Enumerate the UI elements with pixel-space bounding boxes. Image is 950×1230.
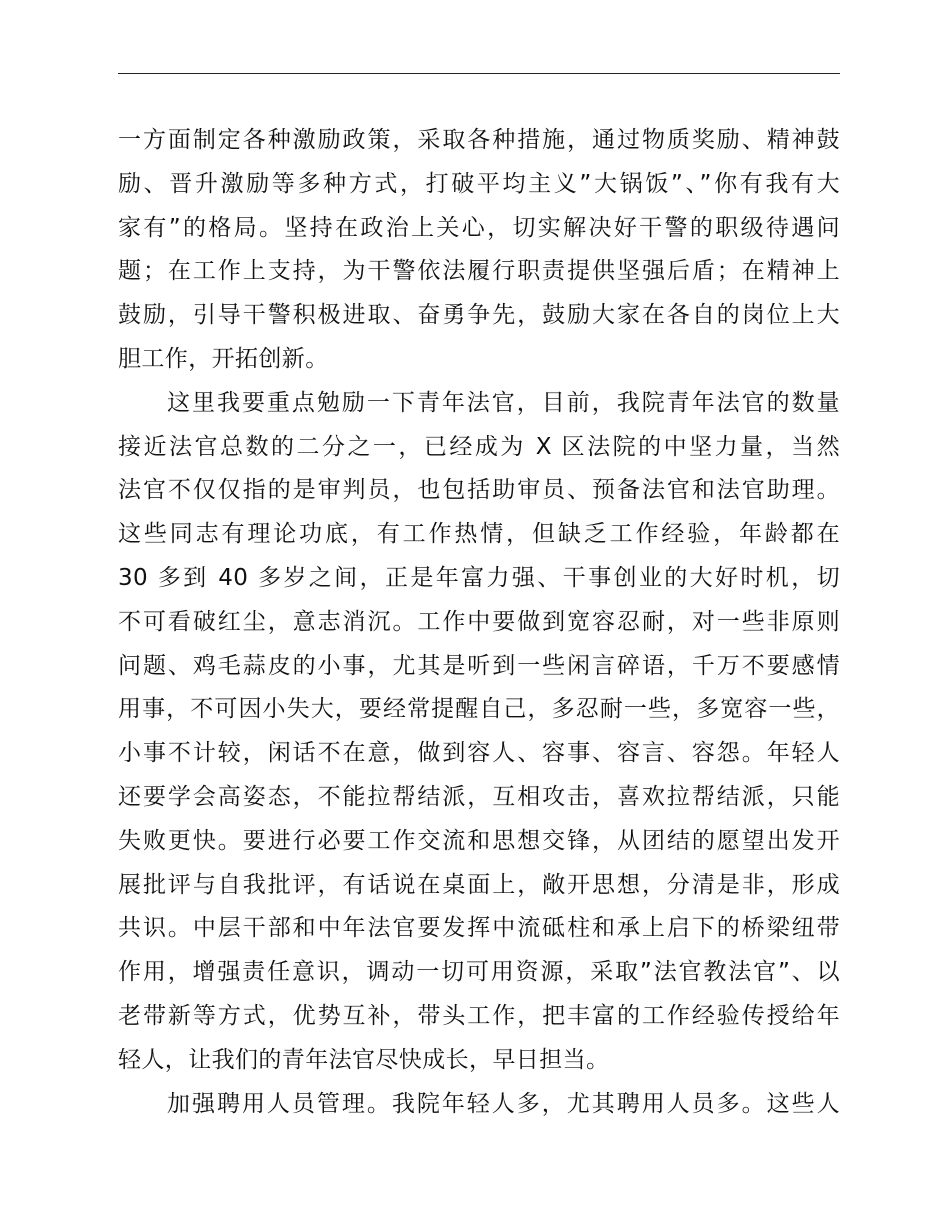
text-line: 加强聘用人员管理。我院年轻人多，尤其聘用人员多。这些人 xyxy=(167,1090,840,1117)
text-line: 这些同志有理论功底，有工作热情，但缺乏工作经验，年龄都在 xyxy=(118,521,840,548)
text-line: 这里我要重点勉励一下青年法官，目前，我院青年法官的数量 xyxy=(167,389,840,416)
text-line: 题；在工作上支持，为干警依法履行职责提供坚强后盾；在精神上 xyxy=(118,258,840,285)
text-line: 一方面制定各种激励政策，采取各种措施，通过物质奖励、精神鼓 xyxy=(118,127,840,153)
text-line: 作用，增强责任意识，调动一切可用资源，采取”法官教法官”、以 xyxy=(118,959,840,986)
text-line: 家有”的格局。坚持在政治上关心，切实解决好干警的职级待遇问 xyxy=(118,214,840,241)
text-line: 共识。中层干部和中年法官要发挥中流砥柱和承上启下的桥梁纽带 xyxy=(118,915,840,942)
text-line: 老带新等方式，优势互补，带头工作，把丰富的工作经验传授给年 xyxy=(118,1002,840,1029)
text-line: 失败更快。要进行必要工作交流和思想交锋，从团结的愿望出发开 xyxy=(118,827,840,854)
body-text xyxy=(118,119,840,1126)
text-line: 小事不计较，闲话不在意，做到容人、容事、容言、容怨。年轻人 xyxy=(118,740,840,767)
text-line: 胆工作，开拓创新。 xyxy=(118,345,329,372)
text-line: 鼓励，引导干警积极进取、奋勇争先，鼓励大家在各自的岗位上大 xyxy=(118,302,840,329)
text-line: 用事，不可因小失大，要经常提醒自己，多忍耐一些，多宽容一些， xyxy=(118,696,840,723)
text-line: 还要学会高姿态，不能拉帮结派，互相攻击，喜欢拉帮结派，只能 xyxy=(118,783,840,810)
header-rule xyxy=(118,73,840,74)
text-line: 不可看破红尘，意志消沉。工作中要做到宽容忍耐，对一些非原则 xyxy=(118,608,840,635)
text-line: 问题、鸡毛蒜皮的小事，尤其是听到一些闲言碎语，千万不要感情 xyxy=(118,652,840,679)
text-line: 轻人，让我们的青年法官尽快成长，早日担当。 xyxy=(118,1046,610,1073)
text-line: 展批评与自我批评，有话说在桌面上，敞开思想，分清是非，形成 xyxy=(118,871,840,898)
text-line: 法官不仅仅指的是审判员，也包括助审员、预备法官和法官助理。 xyxy=(118,477,840,504)
text-line: 30 多到 40 多岁之间，正是年富力强、干事创业的大好时机，切 xyxy=(118,564,840,591)
text-line: 接近法官总数的二分之一，已经成为 X 区法院的中坚力量，当然 xyxy=(118,433,840,460)
text-line: 励、晋升激励等多种方式，打破平均主义”大锅饭”、”你有我有大 xyxy=(118,170,840,197)
